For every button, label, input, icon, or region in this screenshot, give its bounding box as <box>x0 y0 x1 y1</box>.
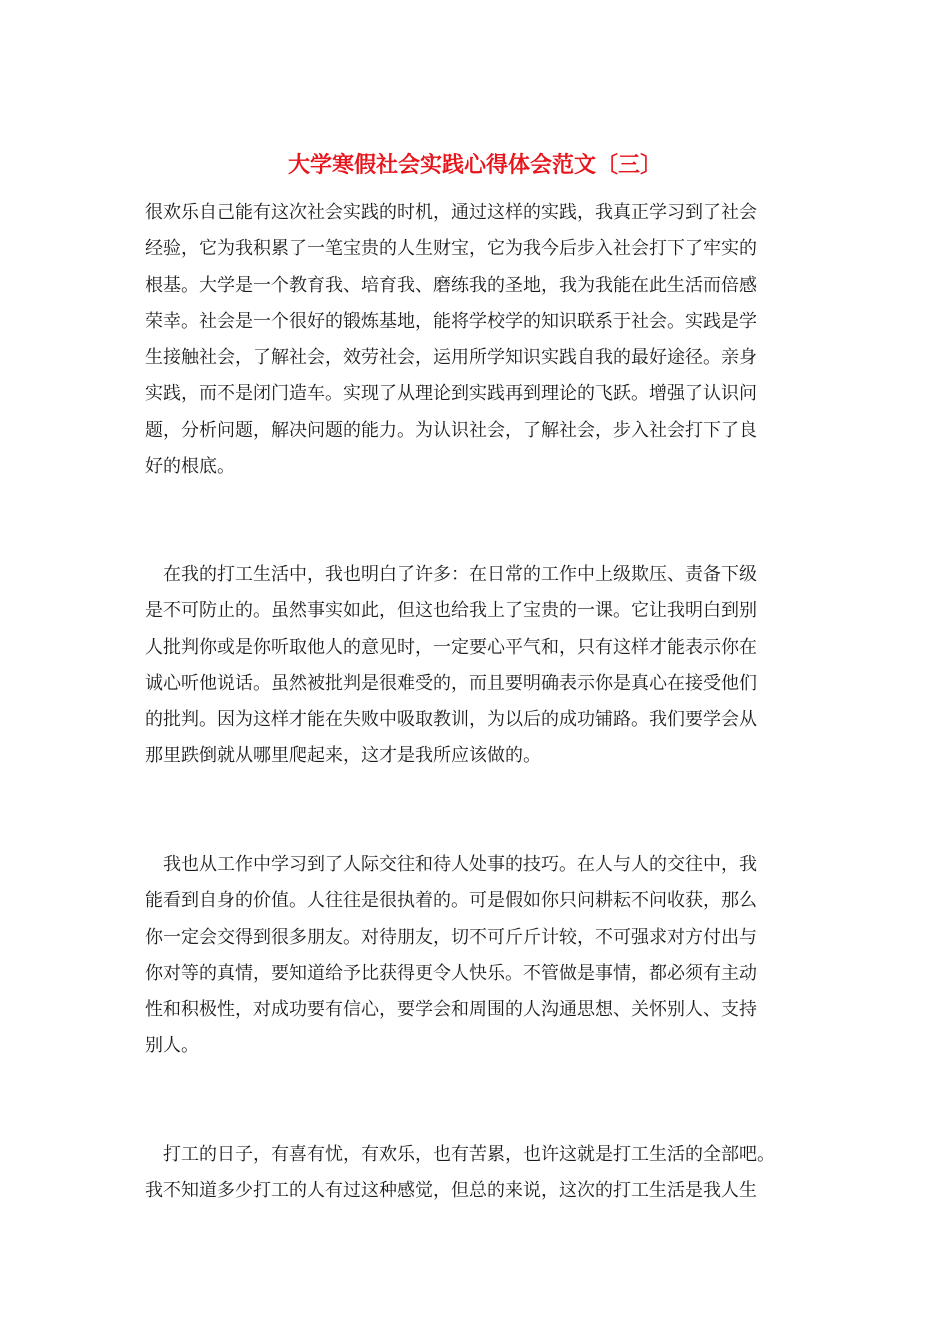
text-line: 我不知道多少打工的人有过这种感觉，但总的来说，这次的打工生活是我人生 <box>145 1180 757 1202</box>
text-line: 经验，它为我积累了一笔宝贵的人生财宝，它为我今后步入社会打下了牢实的 <box>145 238 757 260</box>
text-line: 你一定会交得到很多朋友。对待朋友，切不可斤斤计较，不可强求对方付出与 <box>145 926 757 948</box>
text-line: 好的根底。 <box>145 456 235 478</box>
paragraph-1 <box>145 195 815 485</box>
text-line: 在我的打工生活中，我也明白了许多：在日常的工作中上级欺压、责备下级 <box>145 564 757 585</box>
text-line: 别人。 <box>145 1035 199 1057</box>
text-line: 你对等的真情，要知道给予比获得更令人快乐。不管做是事情，都必须有主动 <box>145 962 757 984</box>
text-line: 根基。大学是一个教育我、培育我、磨练我的圣地，我为我能在此生活而倍感 <box>145 274 757 296</box>
text-line: 人批判你或是你听取他人的意见时，一定要心平气和，只有这样才能表示你在 <box>145 636 757 658</box>
text-line: 是不可防止的。虽然事实如此，但这也给我上了宝贵的一课。它让我明白到别 <box>145 600 757 622</box>
text-line: 很欢乐自己能有这次社会实践的时机，通过这样的实践，我真正学习到了社会 <box>145 202 757 223</box>
text-line: 实践，而不是闭门造车。实现了从理论到实践再到理论的飞跃。增强了认识问 <box>145 383 757 405</box>
text-line: 性和积极性，对成功要有信心，要学会和周围的人沟通思想、关怀别人、支持 <box>145 999 757 1021</box>
text-line: 题，分析问题，解决问题的能力。为认识社会，了解社会，步入社会打下了良 <box>145 419 757 441</box>
text-line: 生接触社会，了解社会，效劳社会，运用所学知识实践自我的最好途径。亲身 <box>145 347 757 369</box>
text-line: 诚心听他说话。虽然被批判是很难受的，而且要明确表示你是真心在接受他们 <box>145 672 757 694</box>
document-title: 大学寒假社会实践心得体会范文〔三〕 <box>287 152 662 178</box>
text-line: 荣幸。社会是一个很好的锻炼基地，能将学校学的知识联系于社会。实践是学 <box>145 310 757 332</box>
text-line: 那里跌倒就从哪里爬起来，这才是我所应该做的。 <box>145 745 541 767</box>
paragraph-4 <box>145 1137 815 1210</box>
text-line: 能看到自身的价值。人往往是很执着的。可是假如你只问耕耘不问收获，那么 <box>145 890 757 912</box>
paragraph-3 <box>145 847 815 1065</box>
text-line: 打工的日子，有喜有忧，有欢乐，也有苦累，也许这就是打工生活的全部吧。 <box>145 1144 775 1165</box>
paragraph-2 <box>145 557 815 775</box>
text-line: 我也从工作中学习到了人际交往和待人处事的技巧。在人与人的交往中，我 <box>145 854 757 875</box>
text-line: 的批判。因为这样才能在失败中吸取教训，为以后的成功铺路。我们要学会从 <box>145 709 757 731</box>
